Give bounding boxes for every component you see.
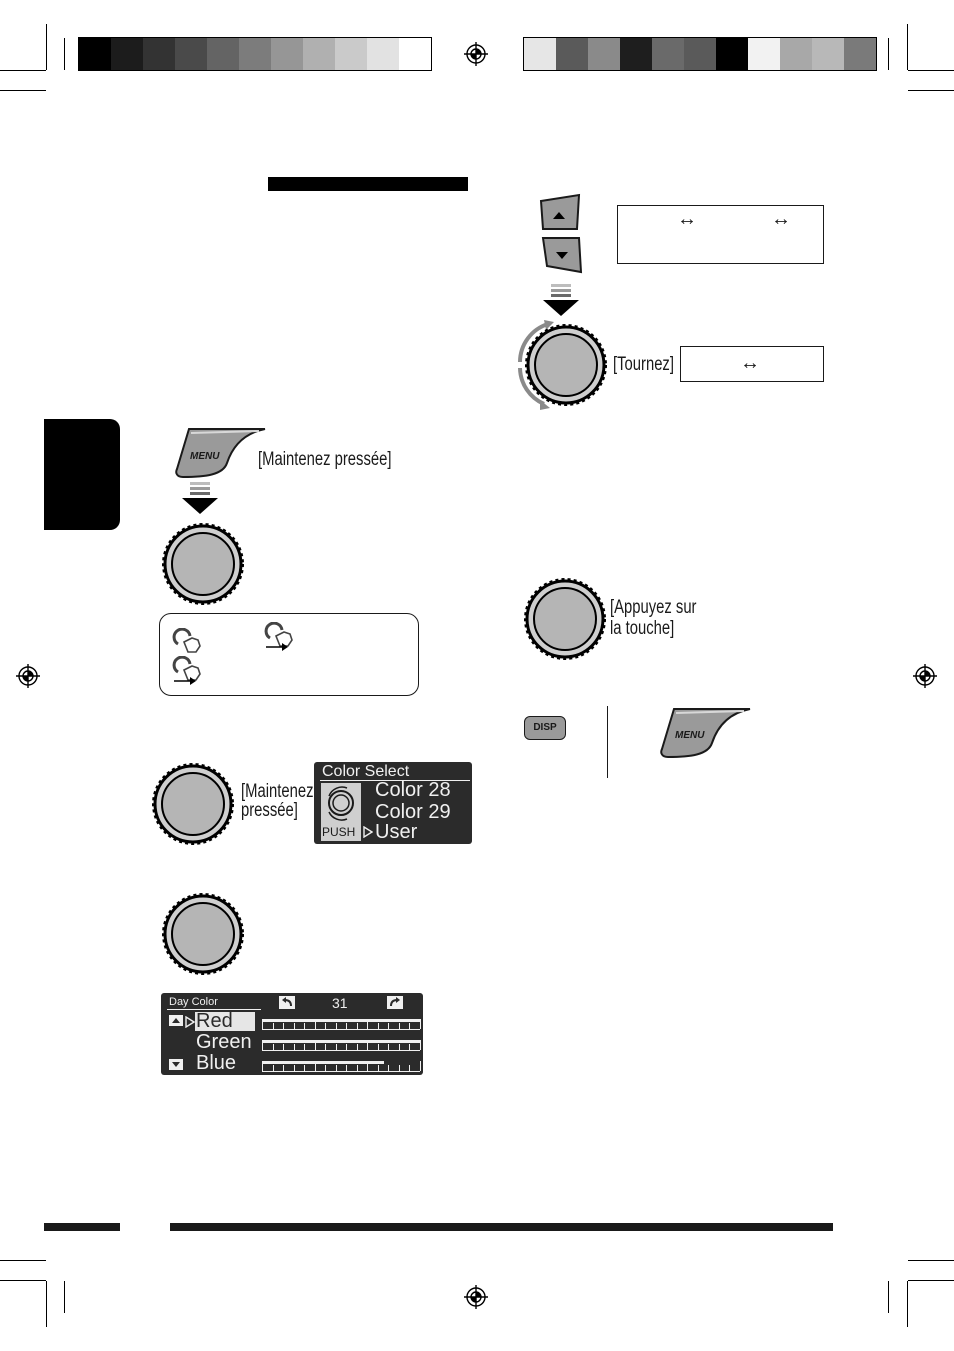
scroll-down-icon [169, 1059, 183, 1070]
up-button[interactable] [539, 193, 581, 231]
blue-label: Blue [196, 1052, 237, 1074]
level-tick [367, 1061, 368, 1071]
level-tick [367, 1019, 368, 1029]
level-tick [283, 1044, 284, 1050]
menu-button-label: MENU [190, 451, 220, 462]
rotate-hand-icon [172, 628, 204, 654]
color-select-item: Color 29 [375, 801, 451, 823]
language-side-tab [44, 419, 120, 530]
cycle-arrow: ↔ [771, 208, 791, 230]
level-bar [262, 1040, 420, 1051]
registration-mark-bottom [464, 1285, 488, 1309]
cycle-arrow: ↔ [677, 208, 697, 230]
level-tick [378, 1044, 379, 1050]
level-tick [420, 1040, 421, 1050]
level-tick [304, 1044, 305, 1050]
level-tick [273, 1065, 274, 1071]
level-tick [378, 1023, 379, 1029]
strip-border [78, 37, 432, 71]
divider-line [607, 706, 608, 778]
level-tick [273, 1044, 274, 1050]
day-color-display [161, 993, 423, 1075]
footer-page-bar [44, 1223, 120, 1231]
red-label: Red [196, 1010, 233, 1032]
selection-cursor-icon [363, 826, 373, 838]
level-tick [325, 1044, 326, 1050]
push-label: PUSH [322, 825, 356, 839]
level-tick [346, 1065, 347, 1071]
level-tick [399, 1023, 400, 1029]
level-bar [262, 1019, 420, 1030]
section-title-bar [268, 177, 468, 191]
level-tick [325, 1065, 326, 1071]
strip-border [523, 37, 877, 71]
level-tick [315, 1061, 316, 1071]
turn-right-icon [387, 996, 403, 1009]
down-arrow-icon [180, 482, 220, 516]
level-tick [283, 1023, 284, 1029]
day-color-title: Day Color [169, 996, 218, 1008]
level-tick [346, 1023, 347, 1029]
level-tick [409, 1044, 410, 1050]
level-tick [294, 1044, 295, 1050]
level-tick [399, 1065, 400, 1071]
menu-button-label: MENU [675, 730, 705, 741]
control-dial[interactable] [151, 762, 235, 846]
option-cycle-box [617, 205, 824, 264]
level-bar [262, 1061, 420, 1072]
press-caption [610, 597, 697, 639]
scroll-up-icon [169, 1015, 183, 1026]
level-tick [273, 1023, 274, 1029]
dial-hold-caption-line2: pressée] [241, 800, 298, 821]
turn-left-icon [279, 996, 295, 1009]
level-tick [315, 1019, 316, 1029]
control-dial[interactable] [161, 522, 245, 606]
level-fill [262, 1040, 420, 1043]
control-dial[interactable] [161, 892, 245, 976]
level-tick [283, 1065, 284, 1071]
tournez-arrow: ↔ [740, 352, 760, 374]
press-caption-line2: la touche] [610, 618, 675, 639]
disp-button[interactable] [524, 716, 566, 740]
level-tick [357, 1044, 358, 1050]
color-select-title: Color Select [322, 763, 410, 780]
level-tick [367, 1040, 368, 1050]
registration-mark-right [913, 664, 937, 688]
menu-hold-caption: [Maintenez pressée] [258, 449, 392, 470]
level-fill [262, 1019, 420, 1022]
color-select-display [314, 762, 472, 844]
green-label: Green [196, 1031, 252, 1053]
dial-hold-caption [241, 782, 314, 820]
selection-cursor-icon [185, 1016, 195, 1028]
level-tick [357, 1023, 358, 1029]
level-tick [336, 1044, 337, 1050]
level-tick [378, 1065, 379, 1071]
level-tick [304, 1065, 305, 1071]
level-tick [357, 1065, 358, 1071]
level-tick [388, 1065, 389, 1071]
tournez-caption: [Tournez] [613, 354, 674, 375]
rotate-dial-icon [323, 784, 359, 824]
level-tick [420, 1019, 421, 1029]
level-tick [336, 1023, 337, 1029]
day-color-value: 31 [332, 995, 348, 1011]
disp-button-label: DISP [533, 722, 557, 733]
registration-mark-top [464, 42, 488, 66]
color-select-item-selected: User [375, 821, 418, 843]
level-tick [304, 1023, 305, 1029]
level-tick [409, 1023, 410, 1029]
level-tick [325, 1023, 326, 1029]
footer-rule [170, 1223, 833, 1231]
level-fill [262, 1061, 384, 1064]
registration-mark-left [16, 664, 40, 688]
level-tick [262, 1040, 263, 1050]
level-tick [336, 1065, 337, 1071]
level-tick [399, 1044, 400, 1050]
level-tick [262, 1019, 263, 1029]
level-tick [294, 1023, 295, 1029]
right-arrow-icon [174, 676, 196, 686]
level-tick [420, 1061, 421, 1071]
down-arrow-icon [541, 284, 581, 318]
right-arrow-icon [266, 642, 288, 652]
level-tick [346, 1044, 347, 1050]
control-dial[interactable] [524, 323, 608, 407]
level-tick [315, 1040, 316, 1050]
level-tick [262, 1061, 263, 1071]
level-tick [388, 1044, 389, 1050]
press-caption-line1: [Appuyez sur [610, 597, 697, 618]
level-tick [294, 1065, 295, 1071]
color-select-item: Color 28 [375, 779, 451, 801]
level-tick [409, 1065, 410, 1071]
down-button[interactable] [541, 236, 583, 274]
level-tick [388, 1023, 389, 1029]
control-dial[interactable] [523, 577, 607, 661]
dial-hold-caption-line1: [Maintenez [241, 781, 314, 802]
